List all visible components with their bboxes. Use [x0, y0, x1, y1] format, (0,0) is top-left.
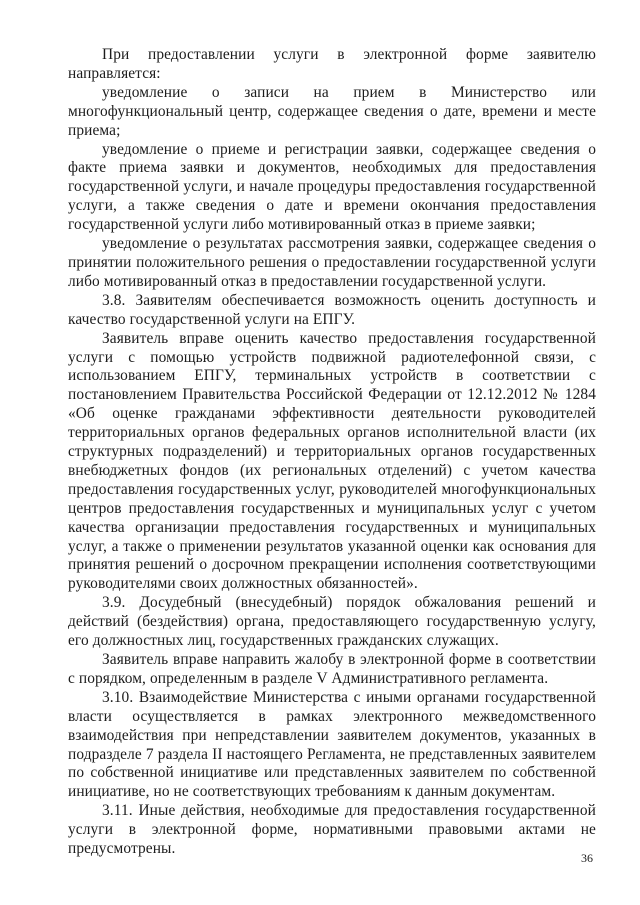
paragraph-registration-notification: уведомление о приеме и регистрации заявки, содержащее сведения о факте приема заявки и документов, необходимых для предоставления государственной услуги, и начале процедуры предоставления государственной услуги, а также сведения о дате и времени окончания предоставления государственной услуги либо мотивированный отказ в приеме заявки; — [68, 140, 596, 234]
paragraph-section-3-8: 3.8. Заявителям обеспечивается возможность оценить доступность и качество государственной услуги на ЕПГУ. — [68, 291, 596, 328]
paragraph-appointment-notification: уведомление о записи на прием в Министерство или многофункциональный центр, содержащее сведения о дате, времени и месте приема; — [68, 83, 596, 139]
paragraph-section-3-9: 3.9. Досудебный (внесудебный) порядок обжалования решений и действий (бездействия) органа, предоставляющего государственную услугу, его должностных лиц, государственных гражданских служащих. — [68, 594, 596, 650]
paragraph-section-3-11: 3.11. Иные действия, необходимые для предоставления государственной услуги в электронной форме, нормативными правовыми актами не предусмотрены. — [68, 802, 596, 858]
paragraph-section-3-10: 3.10. Взаимодействие Министерства с иными органами государственной власти осуществляется в рамках электронного межведомственного взаимодействия при непредставлении заявителем документов, указанных в подразделе 7 раздела II настоящего Регламента, не представленных заявителем по собственной инициативе или представленных заявителем по собственной инициативе, но не соответствующих требованиям к данным документам. — [68, 688, 596, 801]
document-body — [68, 46, 596, 859]
page-number: 36 — [581, 851, 593, 865]
paragraph-quality-assessment: Заявитель вправе оценить качество предоставления государственной услуги с помощью устройств подвижной радиотелефонной связи, с использованием ЕПГУ, терминальных устройств в соответствии с постановлением Правительства Российской Федерации от 12.12.2012 № 1284 «Об оценке гражданами эффективности деятельности руководителей территориальных органов федеральных органов исполнительной власти (их структурных подразделений) и территориальных органов государственных внебюджетных фондов (их региональных отделений) с учетом качества предоставления государственных услуг, руководителей многофункциональных центров предоставления государственных и муниципальных услуг с учетом качества организации предоставления государственных и муниципальных услуг, а также о применении результатов указанной оценки как основания для принятия решений о досрочном прекращении исполнения соответствующими руководителями своих должностных обязанностей». — [68, 329, 596, 593]
paragraph-results-notification: уведомление о результатах рассмотрения заявки, содержащее сведения о принятии положительного решения о предоставлении государственной услуги либо мотивированный отказ в предоставлении государственной услуги. — [68, 235, 596, 290]
paragraph-complaint-right: Заявитель вправе направить жалобу в электронной форме в соответствии с порядком, определенным в разделе V Административного регламента. — [68, 651, 596, 687]
paragraph-electronic-notifications-intro: При предоставлении услуги в электронной форме заявителю направляется: — [68, 46, 596, 82]
